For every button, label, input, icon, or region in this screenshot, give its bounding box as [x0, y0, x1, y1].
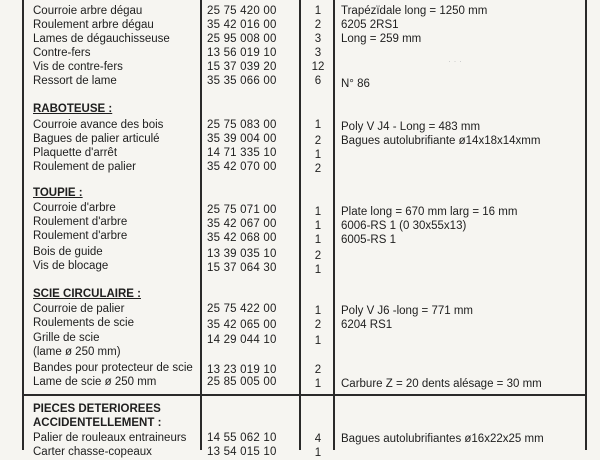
part-reference: 14 71 335 10 [207, 147, 277, 159]
part-name: Roulement d'arbre [33, 216, 128, 228]
part-quantity: 2 [314, 19, 322, 31]
part-name: Courroie de palier [33, 303, 125, 315]
part-observation: Poly V J4 - Long = 483 mm [341, 121, 481, 133]
part-reference: 35 42 070 00 [207, 161, 277, 173]
part-observation: Bagues autolubrifiante ø14x18x14xmm [341, 135, 541, 147]
part-name: Lames de dégauchisseuse [33, 33, 170, 45]
part-quantity: 6 [314, 75, 322, 87]
part-name: Vis de contre-fers [33, 61, 123, 73]
part-quantity: 12 [311, 61, 325, 73]
part-name: Roulements de scie [33, 317, 134, 329]
part-reference: 25 75 422 00 [207, 303, 277, 315]
part-quantity: 1 [314, 305, 322, 317]
part-quantity: 1 [314, 206, 322, 218]
part-reference: 35 42 068 00 [207, 232, 277, 244]
part-observation: Bagues autolubrifiantes ø16x22x25 mm [341, 433, 544, 445]
part-quantity: 3 [314, 47, 322, 59]
part-reference: 14 29 044 10 [207, 334, 277, 346]
section-title-line-1: PIECES DETERIOREES [33, 403, 161, 415]
part-name: Courroie arbre dégau [33, 5, 143, 17]
part-reference: 25 75 083 00 [207, 119, 277, 131]
part-name: Contre-fers [33, 47, 91, 59]
part-quantity: 4 [314, 433, 322, 445]
table-left-border [22, 0, 24, 450]
part-quantity: 1 [314, 234, 322, 246]
part-name: Grille de scie [33, 332, 100, 344]
part-reference: 25 85 005 00 [207, 376, 277, 388]
section-title: TOUPIE : [33, 187, 83, 199]
part-quantity: 1 [314, 149, 322, 161]
part-observation: 6205 2RS1 [341, 19, 399, 31]
part-name: Roulement arbre dégau [33, 19, 154, 31]
part-name-continued: (lame ø 250 mm) [33, 346, 121, 358]
part-quantity: 1 [314, 5, 322, 17]
part-observation: 6006-RS 1 (0 30x55x13) [341, 220, 467, 232]
part-quantity: 1 [314, 378, 322, 390]
part-reference: 13 39 035 10 [207, 248, 277, 260]
part-observation: Carbure Z = 20 dents alésage = 30 mm [341, 378, 542, 390]
section-title: RABOTEUSE : [33, 103, 113, 115]
part-reference: 15 37 064 30 [207, 262, 277, 274]
part-reference: 35 42 067 00 [207, 218, 277, 230]
part-name: Bois de guide [33, 246, 103, 258]
part-reference: 35 35 066 00 [207, 75, 277, 87]
part-reference: 25 75 071 00 [207, 204, 277, 216]
part-name: Bandes pour protecteur de scie [33, 362, 193, 374]
part-name: Roulement d'arbre [33, 230, 128, 242]
part-quantity: 2 [314, 163, 322, 175]
part-quantity: 1 [314, 264, 322, 276]
part-reference: 35 42 016 00 [207, 19, 277, 31]
part-quantity: 2 [314, 135, 322, 147]
part-observation: N° 86 [341, 78, 370, 90]
part-observation: Long = 259 mm [341, 33, 422, 45]
part-quantity: 1 [314, 447, 322, 459]
part-observation: 6005-RS 1 [341, 234, 396, 246]
part-observation: Poly V J6 -long = 771 mm [341, 305, 473, 317]
table-right-border [585, 0, 587, 450]
show-through-mark: · · · [448, 56, 462, 66]
section-separator [22, 394, 587, 396]
part-name: Ressort de lame [33, 75, 117, 87]
section-title: SCIE CIRCULAIRE : [33, 288, 141, 300]
part-name: Plaquette d'arrêt [33, 147, 118, 159]
part-quantity: 3 [314, 33, 322, 45]
part-quantity: 2 [314, 364, 322, 376]
part-name: Bagues de palier articulé [33, 133, 160, 145]
part-observation: Plate long = 670 mm larg = 16 mm [341, 206, 518, 218]
part-name: Vis de blocage [33, 260, 109, 272]
part-reference: 35 39 004 00 [207, 133, 277, 145]
part-observation: Trapézïdale long = 1250 mm [341, 5, 488, 17]
part-name: Courroie d'arbre [33, 202, 116, 214]
part-reference: 14 55 062 10 [207, 432, 277, 444]
part-reference: 13 54 015 10 [207, 446, 277, 458]
part-quantity: 1 [314, 119, 322, 131]
column-divider-ref-qty [299, 0, 301, 450]
part-name: Carter chasse-copeaux [33, 446, 152, 458]
part-quantity: 1 [314, 335, 322, 347]
part-reference: 25 95 008 00 [207, 33, 277, 45]
part-observation: 6204 RS1 [341, 319, 393, 331]
part-reference: 35 42 065 00 [207, 319, 277, 331]
part-quantity: 1 [314, 220, 322, 232]
part-reference: 25 75 420 00 [207, 5, 277, 17]
part-name: Courroie avance des bois [33, 119, 164, 131]
column-divider-name-ref [200, 0, 202, 450]
section-title-line-2: ACCIDENTELLEMENT : [33, 417, 162, 429]
column-divider-qty-obs [333, 0, 335, 450]
part-reference: 13 56 019 10 [207, 47, 277, 59]
part-name: Lame de scie ø 250 mm [33, 376, 157, 388]
part-reference: 13 23 019 10 [207, 364, 277, 376]
part-name: Palier de rouleaux entraineurs [33, 432, 187, 444]
part-name: Roulement de palier [33, 161, 136, 173]
part-reference: 15 37 039 20 [207, 61, 277, 73]
part-quantity: 2 [314, 319, 322, 331]
part-quantity: 2 [314, 250, 322, 262]
